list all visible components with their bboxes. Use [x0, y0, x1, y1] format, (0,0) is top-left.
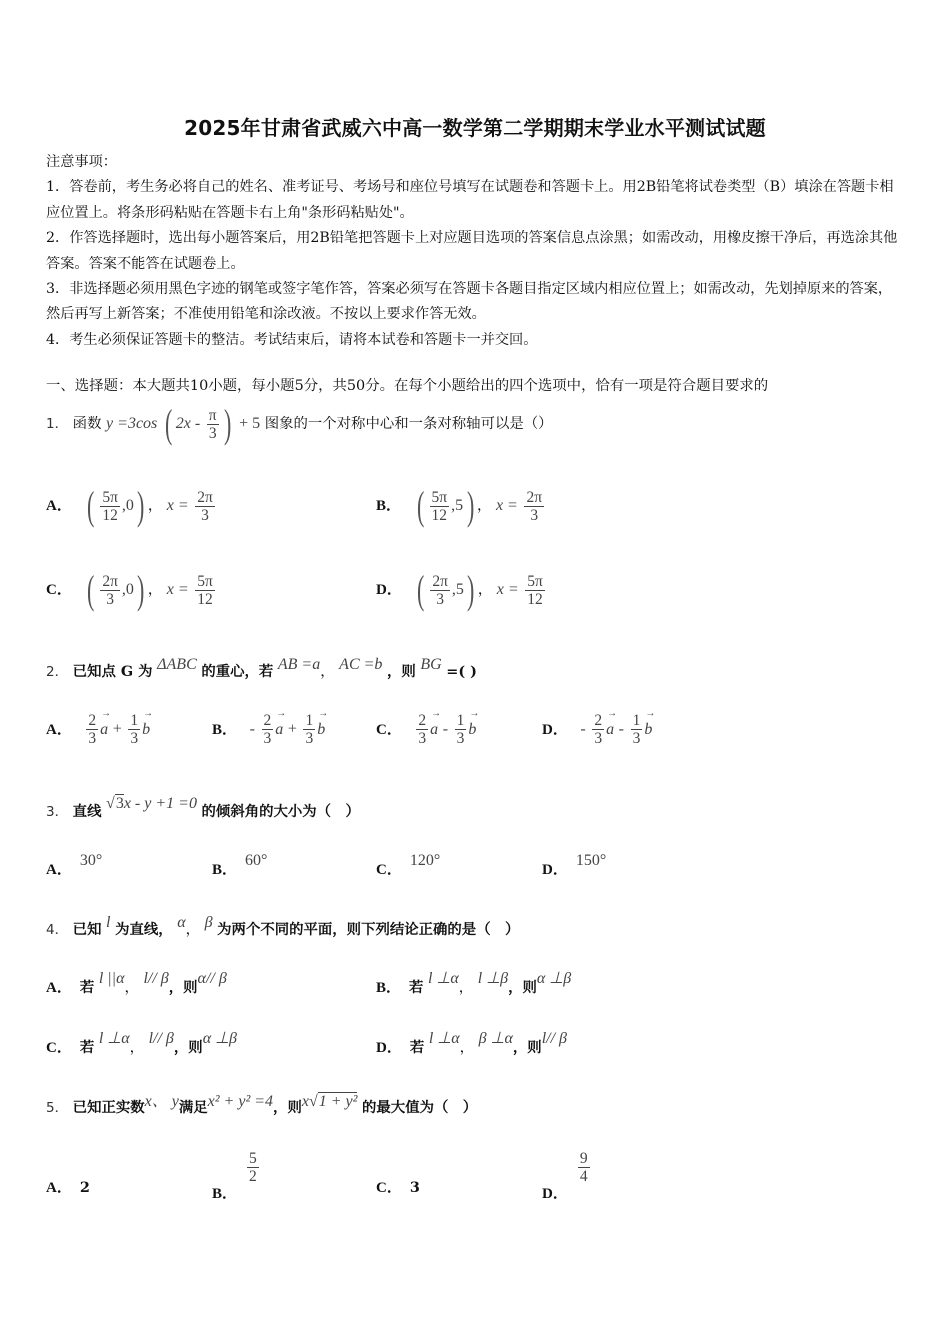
notes-item: 1．答卷前，考生务必将自己的姓名、准考证号、考场号和座位号填写在试题卷和答题卡上。用2B铅笔将试卷类型（B）填涂在答题卡相应位置上。将条形码粘贴在答题卡右上角"条形码粘贴处"。 [46, 179, 894, 221]
option-label: D． [542, 1185, 568, 1202]
question-text: 已知正实数 [72, 1099, 145, 1116]
option-a[interactable] [46, 1176, 90, 1197]
formula: l ⊥α [428, 1030, 460, 1047]
formula: l// β [541, 1030, 567, 1047]
formula: BG [420, 656, 442, 673]
option-label: D． [376, 582, 402, 598]
question-text: 直线 [72, 803, 102, 820]
formula: α [177, 914, 186, 931]
vector: → b [142, 721, 150, 739]
option-c[interactable] [376, 852, 441, 879]
right-paren: ) [466, 483, 474, 528]
numerator: 5π [527, 572, 543, 590]
fraction [455, 712, 467, 747]
denominator: 2 [249, 1168, 257, 1185]
question-number: 4． [46, 922, 69, 938]
question-2: 2． 已知点 G 为 ΔABC 的重心，若 AB =a， AC =b ，则 BG =( ) [46, 656, 477, 680]
denominator: 3 [530, 506, 539, 524]
vector: → a [430, 721, 438, 739]
question-text: 的最大值为（ ） [362, 1099, 478, 1116]
option-label: B． [376, 980, 402, 996]
formula: x = [166, 497, 189, 514]
denominator: 12 [431, 506, 448, 524]
formula: l [106, 914, 111, 931]
option-value: 60° [245, 852, 268, 869]
formula: ,0 [121, 497, 134, 514]
fraction [631, 712, 643, 747]
vector: → b [644, 721, 652, 739]
fraction [578, 1150, 590, 1185]
left-paren: ( [416, 483, 424, 528]
option-d[interactable] [542, 712, 652, 747]
numerator: 5π [102, 488, 118, 506]
option-label: D． [542, 721, 568, 738]
question-text: 为两个不同的平面，则下列结论正确的是（ ） [217, 921, 520, 938]
option-label: C． [46, 582, 72, 598]
option-label: A． [46, 980, 72, 996]
formula: α// β [197, 970, 227, 987]
left-paren: ( [87, 483, 95, 528]
denominator: 3 [436, 590, 444, 608]
option-a[interactable]: A． 若 l ||α， l// β，则α// β [46, 970, 227, 996]
formula: + [287, 720, 297, 738]
formula: ,0 [121, 581, 134, 598]
left-paren: ( [87, 567, 95, 612]
question-number: 2． [46, 664, 69, 680]
notes-item: 4．考生必须保证答题卡的整洁。考试结束后，请将本试卷和答题卡一并交回。 [46, 331, 538, 348]
numerator: π [208, 406, 217, 424]
fraction [100, 489, 120, 524]
formula: l ⊥α [428, 970, 459, 987]
option-label: C． [376, 1180, 402, 1196]
option-label: B． [212, 721, 238, 738]
denominator: 3 [263, 730, 272, 747]
option-b[interactable] [212, 852, 268, 879]
sqrt-sign: √ [106, 795, 115, 812]
vector: → a [100, 721, 108, 739]
question-text: 函数 [72, 416, 102, 432]
vector: → b [317, 721, 325, 739]
formula: l ||α [98, 970, 125, 987]
option-label: B． [376, 498, 402, 514]
option-d[interactable] [542, 1150, 592, 1202]
question-text: ，则 [273, 1099, 302, 1116]
option-text: ，则 [173, 1039, 203, 1056]
question-text: ，则 [387, 663, 416, 680]
denominator: 3 [305, 730, 314, 747]
option-value: 3 [409, 1179, 420, 1196]
option-label: B． [212, 1185, 238, 1202]
option-text: 若 [79, 979, 95, 996]
formula: AC =b [339, 656, 383, 673]
numerator: 1 [632, 712, 641, 729]
option-text: ，则 [508, 979, 537, 996]
numerator: 1 [456, 712, 465, 729]
fraction [430, 573, 450, 608]
question-text: 已知 [72, 921, 102, 938]
option-a[interactable] [46, 852, 103, 879]
numerator: 1 [305, 712, 314, 729]
formula: + [112, 720, 122, 738]
fraction [207, 407, 219, 442]
numerator: 2 [88, 712, 97, 729]
denominator: 4 [579, 1168, 588, 1185]
numerator: 5 [249, 1150, 257, 1167]
formula: x² + y² =4 [207, 1093, 274, 1110]
formula: ,5 [451, 581, 464, 598]
denominator: 3 [632, 730, 641, 747]
formula: α ⊥β [202, 1030, 237, 1047]
numerator: 2 [594, 712, 603, 729]
left-paren: ( [417, 567, 425, 612]
numerator: 2π [197, 488, 213, 506]
fraction [524, 489, 544, 524]
option-value: 30° [79, 852, 103, 869]
option-c[interactable]: C． 若 l ⊥α， l// β，则α ⊥β [46, 1030, 237, 1056]
option-value: 120° [409, 852, 441, 869]
option-label: A． [46, 721, 72, 738]
formula: l ⊥β [477, 970, 509, 987]
option-value: 150° [575, 852, 607, 869]
page-title: 2025年甘肃省武威六中高一数学第二学期期末学业水平测试试题 [184, 116, 766, 140]
option-value: 2 [79, 1179, 90, 1196]
question-number: 3． [46, 804, 69, 820]
option-a[interactable] [46, 712, 150, 747]
formula: l ⊥α [98, 1030, 130, 1047]
option-text: 若 [79, 1039, 95, 1056]
fraction [592, 712, 604, 747]
denominator: 3 [106, 590, 114, 608]
option-d[interactable] [542, 852, 607, 879]
right-paren: ) [467, 567, 475, 612]
formula: x、 y [144, 1093, 179, 1110]
fraction [247, 1150, 259, 1185]
option-label: D． [542, 862, 568, 878]
question-number: 1． [46, 416, 69, 432]
question-5 [46, 1094, 477, 1117]
question-3 [46, 795, 360, 821]
numerator: 1 [130, 712, 139, 729]
question-text: 的倾斜角的大小为（ ） [201, 803, 360, 820]
sqrt-sign: √ [308, 1093, 318, 1110]
numerator: 2π [526, 488, 543, 506]
denominator: 12 [197, 590, 213, 608]
fraction [416, 712, 428, 747]
formula: - [249, 720, 255, 738]
formula: ΔABC [157, 656, 197, 673]
numerator: 5π [197, 572, 213, 590]
fraction [128, 712, 140, 747]
notes-item: 3．非选择题必须用黑色字迹的钢笔或签字笔作答，答案必须写在答题卡各题目指定区域内相应位置上；如需改动，先划掉原来的答案，然后再写上新答案；不准使用铅笔和涂改液。不按以上要求作答无效。 [46, 281, 893, 323]
denominator: 3 [418, 730, 427, 747]
formula: β ⊥α [478, 1030, 513, 1047]
question-text: 满足 [178, 1099, 208, 1116]
denominator: 3 [130, 730, 139, 747]
option-c[interactable]: C． ( $\frac{2\pi}{3}$ ,0 ) ， x = $\frac{5\pi}{12}$ [46, 567, 213, 612]
formula: l// β [143, 970, 169, 987]
option-text: ，则 [512, 1039, 542, 1056]
numerator: 2 [263, 712, 272, 729]
numerator: 2π [432, 572, 448, 590]
option-b[interactable] [212, 712, 325, 747]
denominator: 12 [102, 506, 118, 524]
option-b[interactable]: B． ( $\frac{5\pi}{12}$ ,5 ) ， x = $\frac{2\pi}{3}$ [376, 483, 543, 528]
right-paren: ) [224, 401, 232, 446]
option-label: A． [46, 1180, 72, 1196]
option-label: A． [46, 498, 72, 514]
option-label: A． [46, 862, 72, 878]
notes-item: 2．作答选择题时，选出每小题答案后，用2B铅笔把答题卡上对应题目选项的答案信息点涂黑；如需改动，用橡皮擦干净后，再选涂其他答案。答案不能答在试题卷上。 [46, 230, 898, 272]
question-text: 的重心，若 [201, 663, 274, 680]
section-heading: 一、选择题：本大题共10小题，每小题5分，共50分。在每个小题给出的四个选项中，恰有一项是符合题目要求的 [46, 378, 769, 394]
formula: x - y +1 =0 [123, 795, 197, 812]
formula-group [302, 1094, 358, 1110]
option-b[interactable]: B． 若 l ⊥α， l ⊥β，则α ⊥β [376, 970, 572, 996]
numerator: 5π [431, 488, 448, 506]
formula: AB =a [277, 656, 321, 673]
left-paren: ( [164, 401, 173, 446]
fraction [86, 712, 98, 747]
notes-block [46, 150, 906, 353]
formula: - [442, 720, 449, 738]
formula: x = [166, 581, 189, 598]
question-4: 4． 已知 l 为直线， α， β 为两个不同的平面，则下列结论正确的是（ ） [46, 914, 520, 938]
formula: x = [496, 581, 519, 598]
option-c[interactable] [376, 1176, 420, 1197]
denominator: 3 [208, 424, 217, 442]
option-a[interactable]: A． ( $\frac{5\pi}{12}$ ,0 ) ， x = $\frac{2\pi}{3}$ [46, 483, 213, 528]
fraction [195, 489, 215, 524]
question-text: =( ) [446, 663, 477, 680]
question-text: 图象的一个对称中心和一条对称轴可以是（） [264, 416, 553, 432]
formula: - [580, 720, 586, 738]
numerator: 2 [418, 712, 427, 729]
vector: → a [275, 721, 283, 739]
option-label: D． [376, 1040, 402, 1056]
option-label: C． [46, 1040, 72, 1056]
option-text: 若 [409, 1039, 425, 1056]
denominator: 3 [594, 730, 603, 747]
fraction [262, 712, 274, 747]
notes-heading: 注意事项： [46, 154, 117, 170]
formula: β [204, 914, 213, 931]
question-1 [46, 401, 553, 446]
right-paren: ) [137, 483, 145, 528]
fraction [195, 573, 215, 608]
fraction [100, 573, 120, 608]
formula-group [106, 796, 201, 812]
formula: l// β [148, 1030, 174, 1047]
formula: 2x - [175, 415, 201, 432]
fraction [303, 712, 315, 747]
option-d[interactable]: D． 若 l ⊥α， β ⊥α，则l// β [376, 1030, 567, 1056]
formula: ,5 [451, 497, 464, 514]
right-paren: ) [137, 567, 145, 612]
formula: x [301, 1093, 309, 1110]
option-label: C． [376, 862, 402, 878]
formula: - [618, 720, 624, 738]
denominator: 12 [527, 590, 543, 608]
numerator: 9 [579, 1150, 588, 1167]
formula: y =3cos [106, 415, 158, 432]
sqrt-radicand: 3 [115, 795, 124, 812]
option-label: B． [212, 862, 238, 878]
option-text: 若 [409, 979, 424, 996]
formula: x = [495, 497, 518, 514]
numerator: 2π [102, 572, 118, 590]
formula: α ⊥β [536, 970, 572, 987]
vector: → b [468, 721, 476, 739]
question-text: 已知点 G 为 [72, 663, 153, 680]
option-label: C． [376, 721, 402, 738]
denominator: 3 [201, 506, 209, 524]
fraction [430, 489, 450, 524]
option-d[interactable]: D． ( $\frac{2\pi}{3}$ ,5 ) ， x = $\frac{5\pi}{12}$ [376, 567, 543, 612]
vector: → a [606, 721, 614, 739]
fraction [525, 573, 545, 608]
denominator: 3 [456, 730, 465, 747]
formula: + 5 [239, 415, 261, 432]
question-text: 为直线， [115, 921, 173, 938]
option-b[interactable] [212, 1150, 261, 1202]
option-text: ，则 [168, 979, 198, 996]
sqrt-radicand: 1 + y² [318, 1093, 358, 1110]
denominator: 3 [88, 730, 97, 747]
option-c[interactable] [376, 712, 476, 747]
question-number: 5． [46, 1100, 69, 1116]
